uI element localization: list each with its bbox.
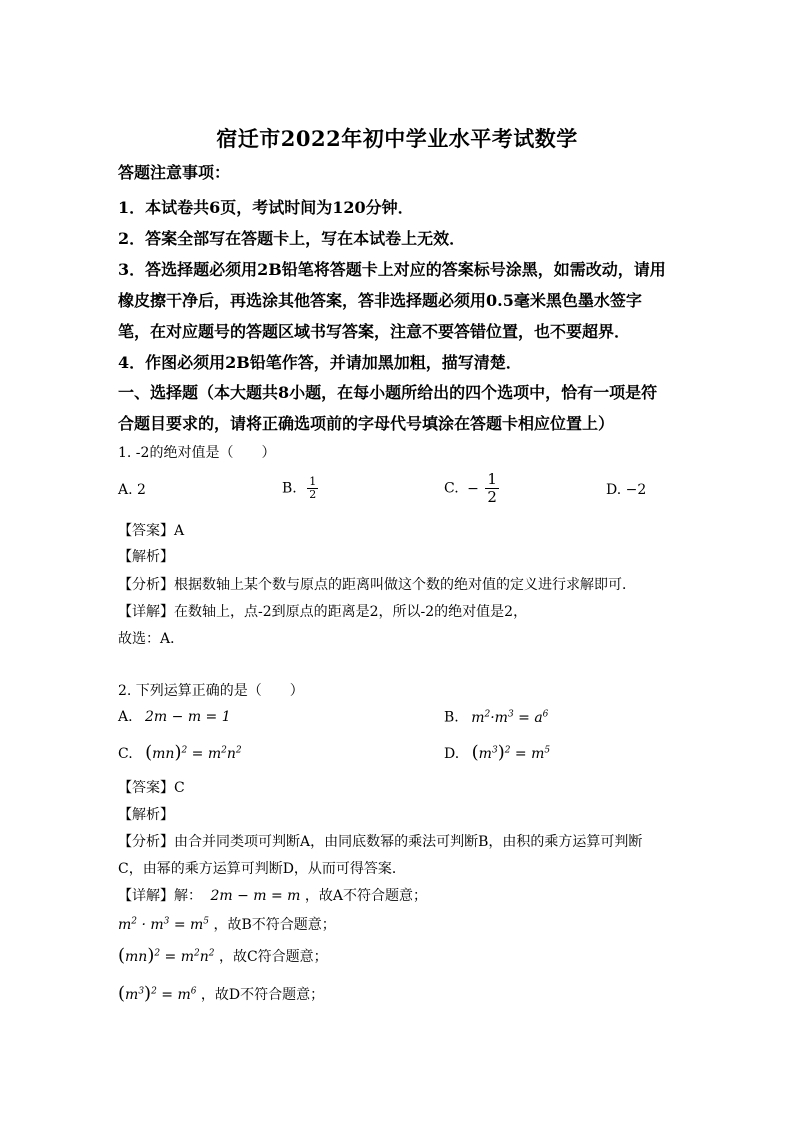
q1-answer: 【答案】A <box>118 523 185 539</box>
q2-option-d-label: D. <box>444 746 460 762</box>
q2-option-c-expr: $(mn)^2 = m^2n^2$ <box>145 742 242 763</box>
section-heading-line-1: 一、选择题（本大题共8小题，在每小题所给出的四个选项中，恰有一项是符 <box>118 383 658 402</box>
q1-b-numerator: 1 <box>309 475 317 488</box>
section-heading-line-2: 合题目要求的，请将正确选项前的字母代号填涂在答题卡相应位置上） <box>118 414 615 433</box>
q2-option-b <box>444 709 548 726</box>
q2-detail-line-3 <box>118 945 328 966</box>
q2-option-a-label: A. <box>118 709 133 725</box>
q1-conclusion: 故选：A． <box>118 631 185 647</box>
q2-detail-expr-a: 2m − m = m <box>210 888 301 904</box>
q2-detail-line-4 <box>118 983 324 1004</box>
q2-detail-prefix: 【详解】解： <box>118 888 202 904</box>
q2-option-c <box>118 742 242 763</box>
q2-option-b-expr: $m^2\cdot m^3 = a^6$ <box>471 709 549 726</box>
q1-c-numerator: 1 <box>487 470 497 488</box>
q1-option-c-label: C. <box>444 480 459 497</box>
q1-analysis-heading: 【解析】 <box>118 549 174 565</box>
q1-analysis: 【分析】根据数轴上某个数与原点的距离叫做这个数的绝对值的定义进行求解即可． <box>118 577 636 593</box>
q1-b-denominator: 2 <box>309 488 317 501</box>
page-title: 宿迁市2022年初中学业水平考试数学 <box>216 126 578 151</box>
q1-option-b <box>282 476 318 501</box>
q2-answer: 【答案】C <box>118 780 185 796</box>
notice-item-3: 3．答选择题必须用2B铅笔将答题卡上对应的答案标号涂黑，如需改动，请用 <box>118 260 666 279</box>
q2-option-b-label: B. <box>444 709 459 726</box>
notice-item-3-cont-1: 橡皮擦干净后，再选涂其他答案，答非选择题必须用0.5毫米黑色墨水签字 <box>118 291 642 310</box>
q1-option-a: A. 2 <box>118 482 146 498</box>
q2-analysis-line-1: 【分析】由合并同类项可判断A，由同底数幂的乘法可判断B，由积的乘方运算可判断 <box>118 834 643 850</box>
q2-detail-expr-c: $(mn)^2 = m^2n^2$ <box>118 945 215 966</box>
q1-c-sign: − <box>467 480 479 497</box>
q1-stem: 1. -2的绝对值是（ ） <box>118 445 276 461</box>
q2-detail-b-verdict: ，故B不符合题意； <box>213 917 336 933</box>
notice-item-3-cont-2: 笔，在对应题号的答题区域书写答案，注意不要答错位置，也不要超界． <box>118 322 631 341</box>
q1-option-c <box>444 471 499 506</box>
notice-item-1: 1．本试卷共6页，考试时间为120分钟． <box>118 198 414 217</box>
q2-option-a <box>118 709 231 725</box>
q2-detail-line-2 <box>118 914 336 934</box>
q2-option-c-label: C. <box>118 746 133 762</box>
notice-item-4: 4．作图必须用2B铅笔作答，并请加黑加粗，描写清楚． <box>118 353 522 372</box>
q2-detail-a-verdict: ，故A不符合题意； <box>304 888 428 904</box>
q2-detail-d-verdict: ，故D不符合题意； <box>200 987 325 1003</box>
notice-heading: 答题注意事项： <box>118 163 231 182</box>
q2-detail-c-verdict: ，故C符合题意； <box>218 949 328 965</box>
q1-option-c-fraction <box>485 471 499 506</box>
q1-option-d: D. −2 <box>606 482 647 498</box>
q1-option-b-fraction <box>307 476 318 501</box>
q2-detail-line-1 <box>118 885 427 905</box>
q2-option-d-expr: $(m^3)^2 = m^5$ <box>471 742 551 763</box>
q2-stem: 2. 下列运算正确的是（ ） <box>118 683 304 699</box>
q1-option-b-label: B. <box>282 480 297 497</box>
q1-c-denominator: 2 <box>487 488 497 506</box>
notice-item-2: 2．答案全部写在答题卡上，写在本试卷上无效． <box>118 229 466 248</box>
q1-detail: 【详解】在数轴上，点-2到原点的距离是2，所以-2的绝对值是2， <box>118 604 528 620</box>
q2-analysis-line-2: C，由幂的乘方运算可判断D，从而可得答案． <box>118 861 406 877</box>
q2-option-d <box>444 742 550 763</box>
q2-analysis-heading: 【解析】 <box>118 807 174 823</box>
q2-detail-expr-b: $m^2 \cdot m^3 = m^5$ <box>118 916 210 933</box>
q2-detail-expr-d: $(m^3)^2 = m^6$ <box>118 983 197 1004</box>
q2-option-a-expr: 2m − m = 1 <box>145 709 231 725</box>
